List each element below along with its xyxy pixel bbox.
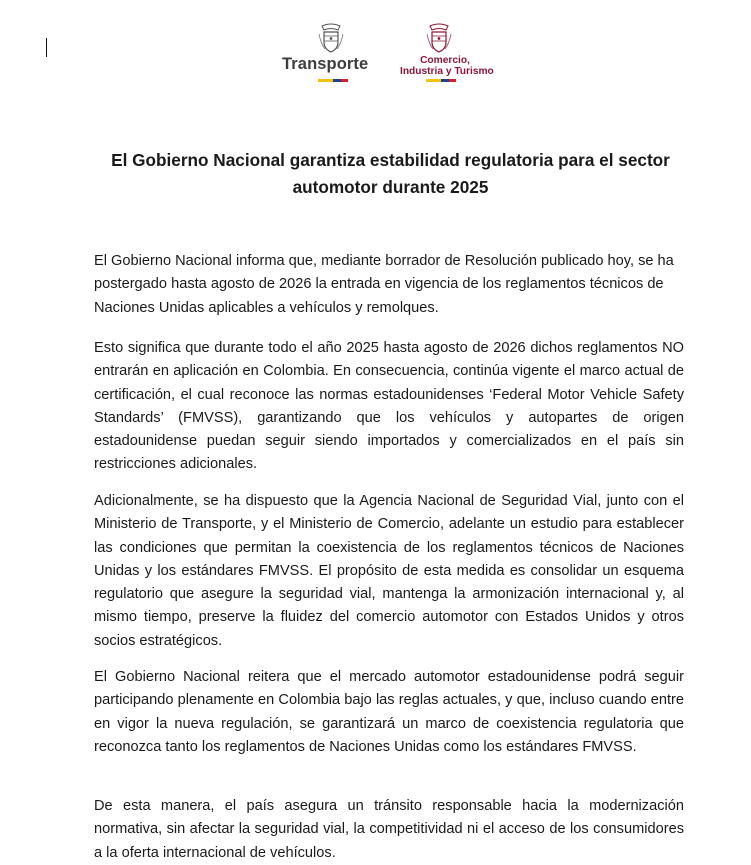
ministry-comercio-name [400, 55, 494, 77]
ministry-comercio-line-2: Industria y Turismo [400, 66, 494, 77]
paragraph-5: De esta manera, el país asegura un tránsito responsable hacia la modernización normativa, sin afectar la seguridad vial, la competitividad ni el acceso de los consumidores a la oferta internacional de vehículos. [94, 798, 684, 861]
flag-bar [318, 79, 348, 82]
logo-comercio-industria-turismo [396, 22, 494, 77]
header-logos [282, 22, 502, 84]
ministry-transporte-name: Transporte [282, 55, 369, 73]
ministry-comercio-line-1: Comercio, [420, 55, 470, 66]
logo-transporte [282, 22, 382, 73]
paragraph-1: El Gobierno Nacional informa que, mediante borrador de Resolución publicado hoy, se ha postergado hasta agosto de 2026 la entrada en vigencia de los reglamentos técnicos de Naciones Unidas aplicables a vehículos y remolques. [94, 253, 674, 316]
paragraph-3: Adicionalmente, se ha dispuesto que la Agencia Nacional de Seguridad Vial, junto con el Ministerio de Transporte, y el Ministerio de Comercio, adelante un estudio para establecer las condiciones que permitan la coexistencia de los reglamentos técnicos de Naciones Unidas y los estándares FMVSS. El propósito de esta medida es consolidar un esquema regulatorio que asegure la seguridad vial, mantenga la armonización internacional y, al mismo tiempo, preserve la fluidez del comercio automotor con Estados Unidos y otros socios estratégicos. [94, 493, 684, 649]
coat-of-arms-icon [424, 22, 454, 54]
paragraph-4: El Gobierno Nacional reitera que el mercado automotor estadounidense podrá seguir participando plenamente en Colombia bajo las reglas actuales, y que, incluso cuando entre en vigor la nueva regulación, se garantizará un marco de coexistencia regulatoria que reconozca tanto los reglamentos de Naciones Unidas como los estándares FMVSS. [94, 669, 684, 755]
paragraph-2: Esto significa que durante todo el año 2025 hasta agosto de 2026 dichos reglamentos NO entrarán en aplicación en Colombia. En consecuencia, continúa vigente el marco actual de certificación, el cual reconoce las normas estadounidenses ‘Federal Motor Vehicle Safety Standards’ (FMVSS), garantizando que los vehículos y autopartes de origen estadounidense puedan seguir siendo importados y comercializados en el país sin restricciones adicionales. [94, 340, 684, 473]
document-title: El Gobierno Nacional garantiza estabilidad regulatoria para el sector automotor durante 2025 [111, 150, 670, 197]
coat-of-arms-icon [316, 22, 346, 54]
flag-bar [426, 79, 456, 82]
text-cursor [46, 38, 47, 57]
